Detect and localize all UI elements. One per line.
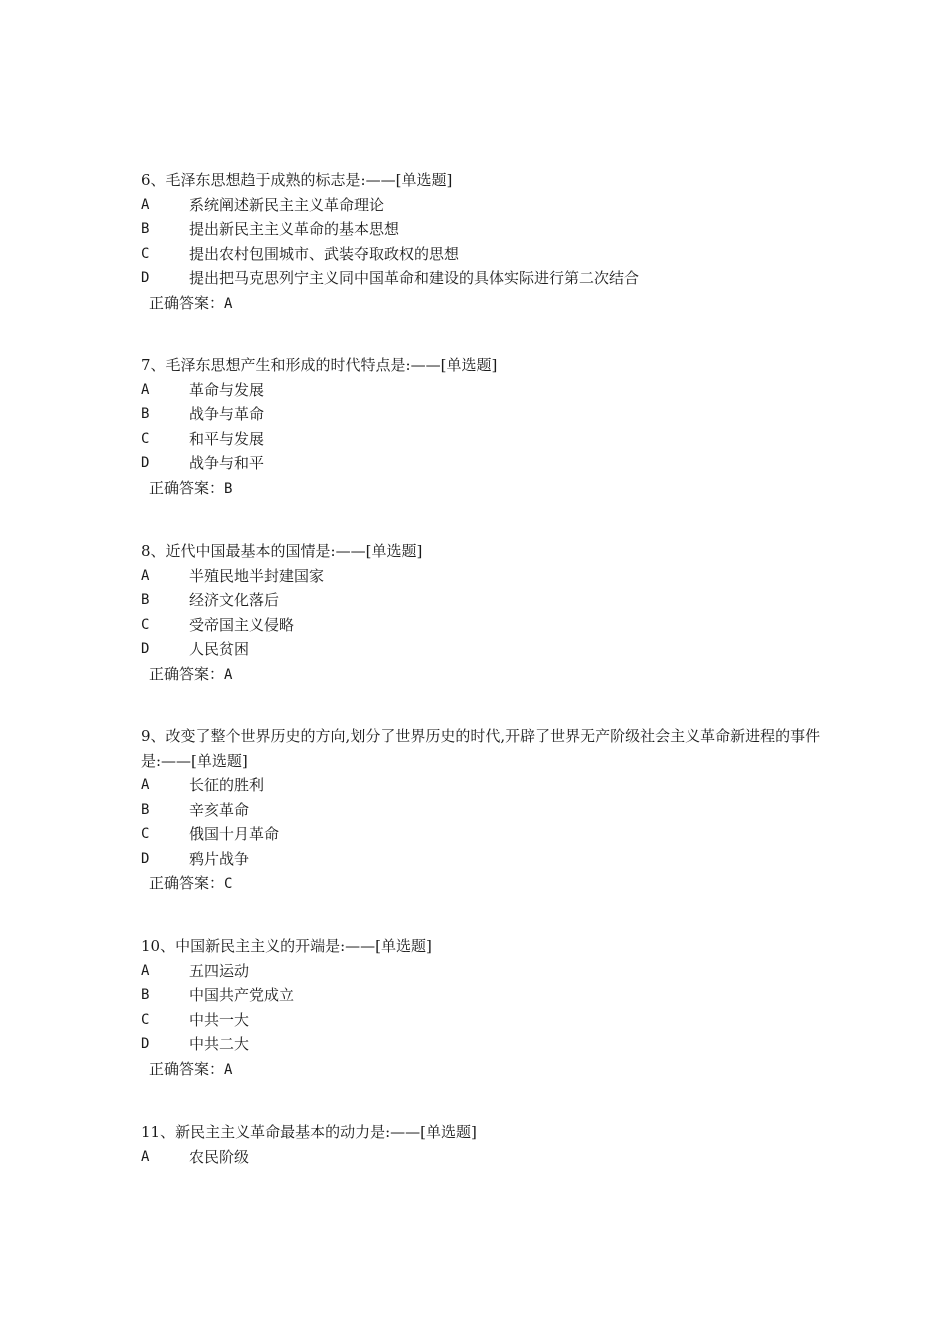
option-c bbox=[141, 822, 821, 847]
question-title: 9、改变了整个世界历史的方向,划分了世界历史的时代,开辟了世界无产阶级社会主义革命新进程的事件是:——[单选题] bbox=[141, 727, 821, 770]
correct-answer bbox=[141, 871, 821, 896]
option-letter: A bbox=[141, 196, 150, 213]
option-text: 革命与发展 bbox=[189, 380, 265, 399]
answer-label: 正确答案： bbox=[149, 293, 225, 312]
answer-value: A bbox=[224, 1061, 233, 1078]
option-d bbox=[141, 266, 821, 291]
option-text: 提出新民主主义革命的基本思想 bbox=[189, 220, 400, 238]
option-d bbox=[141, 451, 821, 476]
option-letter: B bbox=[141, 801, 150, 818]
option-text: 中共一大 bbox=[189, 1010, 250, 1029]
question-title: 10、中国新民主主义的开端是:——[单选题] bbox=[141, 937, 432, 955]
option-letter: D bbox=[141, 1036, 150, 1052]
option-c bbox=[141, 613, 821, 638]
option-d bbox=[141, 637, 821, 662]
question-title: 11、新民主主义革命最基本的动力是:——[单选题] bbox=[141, 1123, 477, 1141]
option-text: 农民阶级 bbox=[189, 1147, 250, 1166]
option-letter: C bbox=[141, 616, 150, 633]
answer-value: A bbox=[224, 295, 233, 312]
option-text: 俄国十月革命 bbox=[189, 825, 280, 843]
option-text: 人民贫困 bbox=[189, 640, 250, 658]
answer-value: C bbox=[224, 876, 233, 892]
option-c bbox=[141, 427, 821, 452]
option-letter: D bbox=[141, 641, 150, 657]
option-letter: C bbox=[141, 245, 150, 262]
option-text: 鸦片战争 bbox=[189, 849, 250, 868]
option-text: 半殖民地半封建国家 bbox=[189, 566, 325, 585]
option-a bbox=[141, 193, 821, 218]
option-a bbox=[141, 773, 821, 798]
option-text: 五四运动 bbox=[189, 961, 250, 980]
option-b bbox=[141, 798, 821, 823]
answer-value: A bbox=[224, 666, 233, 683]
option-d bbox=[141, 847, 821, 872]
option-letter: B bbox=[141, 221, 150, 237]
option-text: 战争与和平 bbox=[189, 454, 265, 472]
answer-label: 正确答案： bbox=[149, 1059, 225, 1078]
question-title: 7、毛泽东思想产生和形成的时代特点是:——[单选题] bbox=[141, 356, 498, 374]
option-c bbox=[141, 1008, 821, 1033]
question-10 bbox=[141, 934, 821, 1081]
option-letter: C bbox=[141, 430, 150, 447]
answer-label: 正确答案： bbox=[149, 478, 225, 497]
answer-label: 正确答案： bbox=[149, 874, 225, 892]
option-letter: B bbox=[141, 406, 150, 422]
option-text: 辛亥革命 bbox=[189, 800, 250, 819]
option-letter: A bbox=[141, 1148, 150, 1165]
question-11 bbox=[141, 1120, 821, 1169]
option-letter: B bbox=[141, 592, 150, 608]
option-a bbox=[141, 1145, 821, 1170]
option-text: 经济文化落后 bbox=[189, 591, 280, 609]
answer-label: 正确答案： bbox=[149, 664, 225, 683]
option-letter: D bbox=[141, 850, 150, 867]
option-text: 长征的胜利 bbox=[189, 776, 265, 794]
option-letter: C bbox=[141, 1011, 150, 1028]
option-c bbox=[141, 242, 821, 267]
correct-answer bbox=[141, 662, 821, 687]
option-b bbox=[141, 217, 821, 242]
option-letter: A bbox=[141, 777, 150, 793]
option-text: 提出农村包围城市、武装夺取政权的思想 bbox=[189, 244, 460, 263]
option-text: 系统阐述新民主主义革命理论 bbox=[189, 195, 385, 214]
question-7 bbox=[141, 353, 821, 500]
option-a bbox=[141, 378, 821, 403]
option-b bbox=[141, 402, 821, 427]
question-title: 6、毛泽东思想趋于成熟的标志是:——[单选题] bbox=[141, 171, 453, 189]
option-text: 中共二大 bbox=[189, 1035, 250, 1053]
question-9 bbox=[141, 724, 821, 896]
option-letter: C bbox=[141, 826, 150, 842]
option-letter: D bbox=[141, 270, 150, 286]
answer-value: B bbox=[224, 480, 233, 497]
option-text: 战争与革命 bbox=[189, 405, 265, 423]
option-d bbox=[141, 1032, 821, 1057]
option-letter: B bbox=[141, 987, 150, 1003]
option-text: 受帝国主义侵略 bbox=[189, 615, 295, 634]
option-letter: A bbox=[141, 567, 150, 584]
question-6 bbox=[141, 168, 821, 315]
option-letter: D bbox=[141, 455, 150, 471]
option-b bbox=[141, 588, 821, 613]
option-letter: A bbox=[141, 381, 150, 398]
question-8 bbox=[141, 539, 821, 686]
question-title: 8、近代中国最基本的国情是:——[单选题] bbox=[141, 542, 423, 560]
correct-answer bbox=[141, 1057, 821, 1082]
option-text: 中国共产党成立 bbox=[189, 986, 295, 1004]
option-text: 提出把马克思列宁主义同中国革命和建设的具体实际进行第二次结合 bbox=[189, 269, 640, 287]
option-letter: A bbox=[141, 962, 150, 979]
option-b bbox=[141, 983, 821, 1008]
correct-answer bbox=[141, 476, 821, 501]
option-a bbox=[141, 959, 821, 984]
option-text: 和平与发展 bbox=[189, 429, 265, 448]
correct-answer bbox=[141, 291, 821, 316]
option-a bbox=[141, 564, 821, 589]
